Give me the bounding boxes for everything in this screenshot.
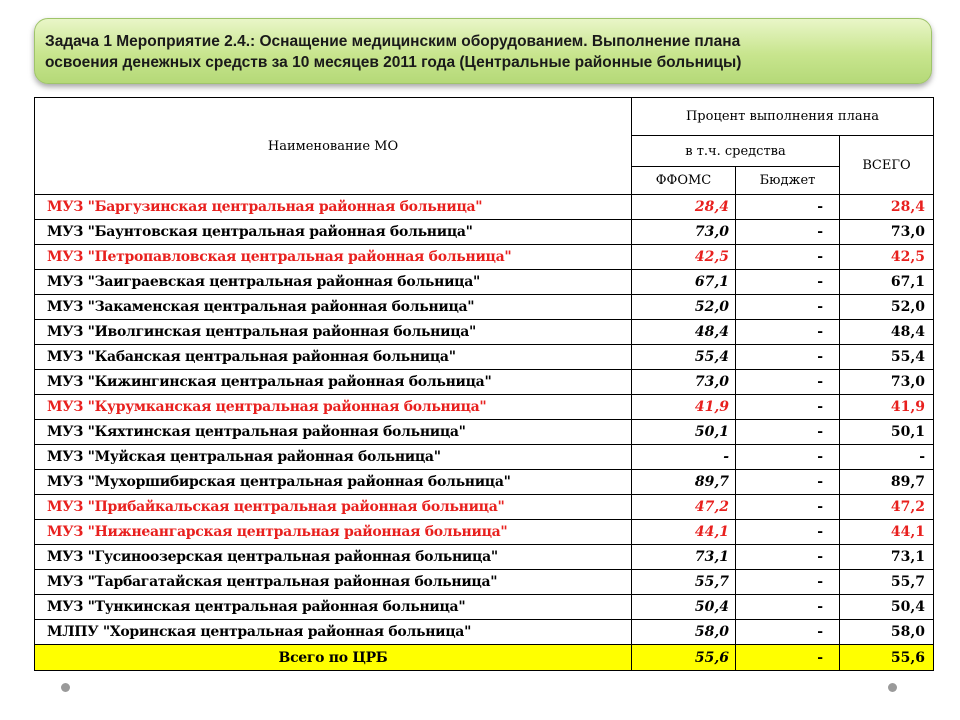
row-budget: - xyxy=(736,320,840,345)
table-row xyxy=(35,495,934,520)
row-ffoms: 50,1 xyxy=(632,420,736,445)
row-total: 73,1 xyxy=(840,545,934,570)
row-total: 55,4 xyxy=(840,345,934,370)
table-row xyxy=(35,395,934,420)
row-name: МУЗ "Муйская центральная районная больница" xyxy=(35,445,632,470)
row-budget: - xyxy=(736,220,840,245)
row-name: МУЗ "Гусиноозерская центральная районная больница" xyxy=(35,545,632,570)
row-ffoms: 48,4 xyxy=(632,320,736,345)
row-budget: - xyxy=(736,345,840,370)
row-ffoms: - xyxy=(632,445,736,470)
row-ffoms: 52,0 xyxy=(632,295,736,320)
row-budget: - xyxy=(736,570,840,595)
slide-title-box xyxy=(34,18,932,84)
row-ffoms: 55,4 xyxy=(632,345,736,370)
row-name: МУЗ "Тарбагатайская центральная районная больница" xyxy=(35,570,632,595)
total-row xyxy=(35,645,934,671)
total-row-budget: - xyxy=(736,645,840,671)
row-name: МУЗ "Кижингинская центральная районная больница" xyxy=(35,370,632,395)
row-name: МУЗ "Баунтовская центральная районная больница" xyxy=(35,220,632,245)
execution-table xyxy=(34,97,934,671)
row-ffoms: 58,0 xyxy=(632,620,736,645)
row-budget: - xyxy=(736,470,840,495)
header-percent: Процент выполнения плана xyxy=(632,98,934,136)
row-budget: - xyxy=(736,195,840,220)
row-ffoms: 67,1 xyxy=(632,270,736,295)
row-total: 41,9 xyxy=(840,395,934,420)
row-total: 73,0 xyxy=(840,220,934,245)
row-total: 89,7 xyxy=(840,470,934,495)
row-budget: - xyxy=(736,245,840,270)
row-budget: - xyxy=(736,270,840,295)
header-budget: Бюджет xyxy=(736,167,840,195)
row-total: 44,1 xyxy=(840,520,934,545)
table-row xyxy=(35,445,934,470)
row-name: МЛПУ "Хоринская центральная районная больница" xyxy=(35,620,632,645)
row-name: МУЗ "Заиграевская центральная районная больница" xyxy=(35,270,632,295)
row-total: 50,4 xyxy=(840,595,934,620)
row-name: МУЗ "Прибайкальская центральная районная больница" xyxy=(35,495,632,520)
table-row xyxy=(35,520,934,545)
row-name: МУЗ "Кяхтинская центральная районная больница" xyxy=(35,420,632,445)
left-slide-dot xyxy=(61,683,70,692)
row-ffoms: 73,1 xyxy=(632,545,736,570)
row-name: МУЗ "Кабанская центральная районная больница" xyxy=(35,345,632,370)
row-ffoms: 73,0 xyxy=(632,220,736,245)
row-budget: - xyxy=(736,295,840,320)
total-row-total: 55,6 xyxy=(840,645,934,671)
table-row xyxy=(35,595,934,620)
table-row xyxy=(35,370,934,395)
header-total: ВСЕГО xyxy=(840,136,934,195)
table-row xyxy=(35,545,934,570)
row-ffoms: 73,0 xyxy=(632,370,736,395)
row-total: - xyxy=(840,445,934,470)
row-total: 42,5 xyxy=(840,245,934,270)
row-budget: - xyxy=(736,520,840,545)
table-row xyxy=(35,220,934,245)
table-row xyxy=(35,420,934,445)
total-row-name: Всего по ЦРБ xyxy=(35,645,632,671)
row-name: МУЗ "Тункинская центральная районная больница" xyxy=(35,595,632,620)
table-row xyxy=(35,195,934,220)
header-including: в т.ч. средства xyxy=(632,136,840,167)
row-budget: - xyxy=(736,595,840,620)
row-total: 55,7 xyxy=(840,570,934,595)
table-row xyxy=(35,320,934,345)
header-ffoms: ФФОМС xyxy=(632,167,736,195)
row-total: 52,0 xyxy=(840,295,934,320)
table-body xyxy=(35,195,934,671)
row-budget: - xyxy=(736,395,840,420)
table-row xyxy=(35,295,934,320)
row-ffoms: 89,7 xyxy=(632,470,736,495)
right-slide-dot xyxy=(888,683,897,692)
row-total: 50,1 xyxy=(840,420,934,445)
row-name: МУЗ "Закаменская центральная районная больница" xyxy=(35,295,632,320)
row-ffoms: 41,9 xyxy=(632,395,736,420)
table-row xyxy=(35,270,934,295)
row-total: 58,0 xyxy=(840,620,934,645)
table-row xyxy=(35,245,934,270)
slide-title-line-1: Задача 1 Мероприятие 2.4.: Оснащение медицинским оборудованием. Выполнение плана xyxy=(45,33,741,50)
row-name: МУЗ "Нижнеангарская центральная районная больница" xyxy=(35,520,632,545)
row-name: МУЗ "Петропавловская центральная районная больница" xyxy=(35,245,632,270)
row-ffoms: 44,1 xyxy=(632,520,736,545)
table-row xyxy=(35,470,934,495)
row-ffoms: 55,7 xyxy=(632,570,736,595)
table-row xyxy=(35,345,934,370)
row-total: 47,2 xyxy=(840,495,934,520)
row-name: МУЗ "Мухоршибирская центральная районная больница" xyxy=(35,470,632,495)
row-budget: - xyxy=(736,620,840,645)
header-name-mo: Наименование МО xyxy=(35,98,632,195)
row-budget: - xyxy=(736,545,840,570)
total-row-ffoms: 55,6 xyxy=(632,645,736,671)
row-ffoms: 28,4 xyxy=(632,195,736,220)
row-budget: - xyxy=(736,495,840,520)
row-total: 48,4 xyxy=(840,320,934,345)
table-row xyxy=(35,570,934,595)
row-budget: - xyxy=(736,445,840,470)
slide-title-line-2: освоения денежных средств за 10 месяцев 2011 года (Центральные районные больницы) xyxy=(45,54,742,71)
row-budget: - xyxy=(736,370,840,395)
row-total: 73,0 xyxy=(840,370,934,395)
table-row xyxy=(35,620,934,645)
row-budget: - xyxy=(736,420,840,445)
row-ffoms: 47,2 xyxy=(632,495,736,520)
row-total: 67,1 xyxy=(840,270,934,295)
row-ffoms: 42,5 xyxy=(632,245,736,270)
row-name: МУЗ "Иволгинская центральная районная больница" xyxy=(35,320,632,345)
row-name: МУЗ "Баргузинская центральная районная больница" xyxy=(35,195,632,220)
row-total: 28,4 xyxy=(840,195,934,220)
row-name: МУЗ "Курумканская центральная районная больница" xyxy=(35,395,632,420)
row-ffoms: 50,4 xyxy=(632,595,736,620)
